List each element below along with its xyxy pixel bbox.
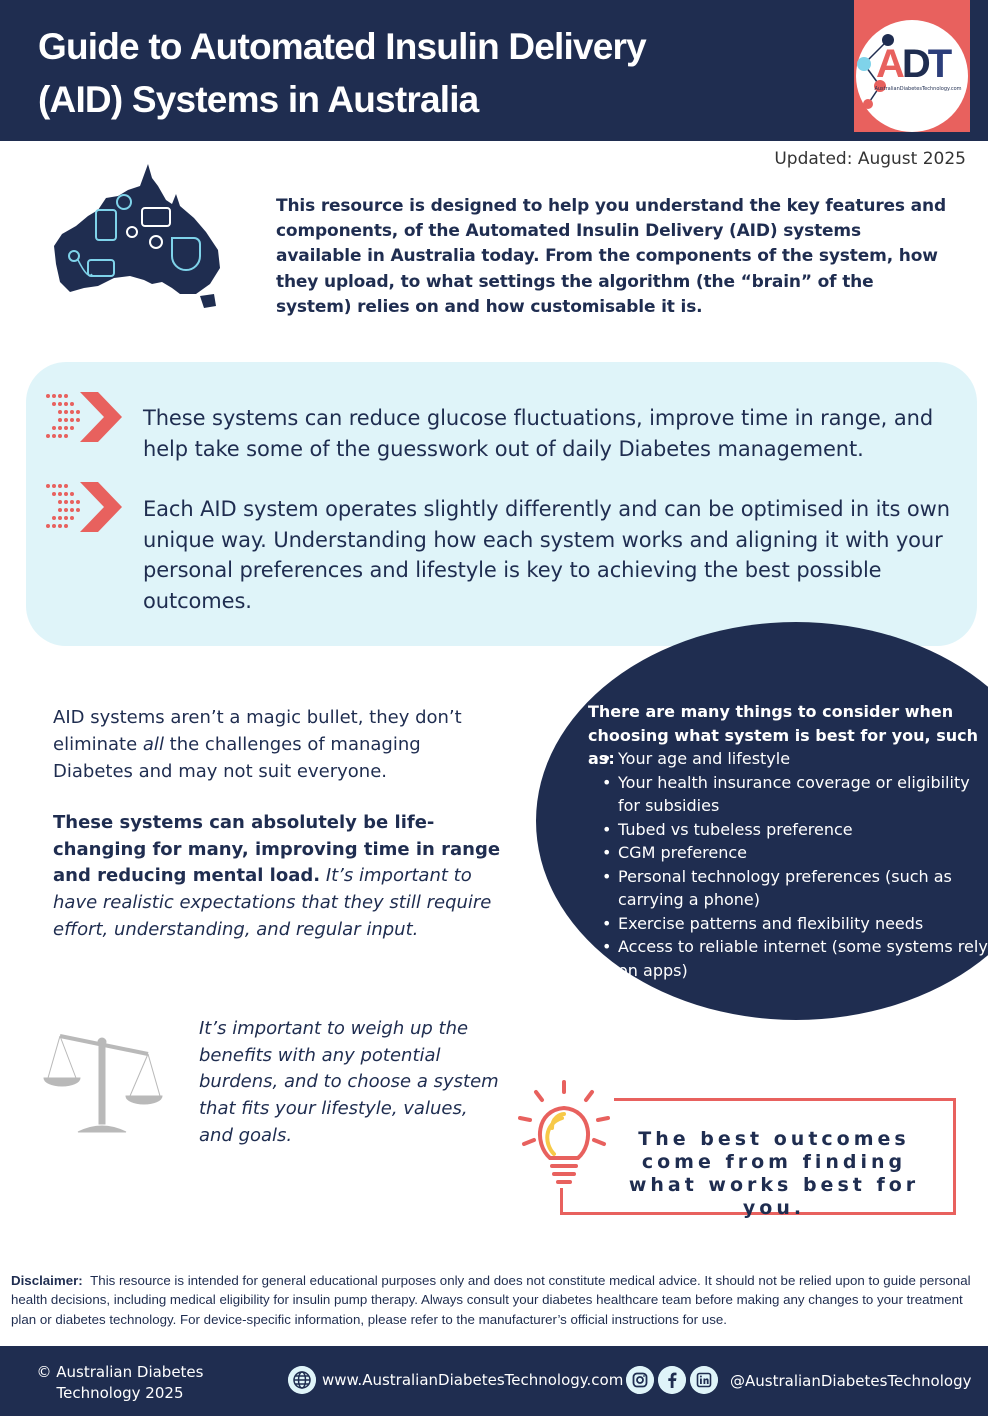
- outcome-message: The best outcomes come from finding what works best for you.: [628, 1128, 920, 1219]
- instagram-icon[interactable]: [626, 1366, 654, 1394]
- considerations-list: [602, 747, 988, 982]
- disclaimer: Disclaimer: This resource is intended for general educational purposes only and does not constitute medical advice. It should not be relied upon to guide personal health decisions, including medical eligibility for insulin pump therapy. Always consult your diabetes healthcare team before making any changes to your treatment plan or diabetes technology. For device-specific information, please refer to the manufacturer’s official instructions for use.: [11, 1273, 971, 1327]
- weigh-up-paragraph: It’s important to weigh up the benefits with any potential burdens, and to choose a system that fits your lifestyle, values, and goals.: [199, 1018, 499, 1146]
- list-item: • Personal technology preferences (such as carrying a phone): [602, 865, 988, 912]
- lightbulb-icon: [514, 1078, 614, 1188]
- list-item: • Your health insurance coverage or eligibility for subsidies: [602, 771, 988, 818]
- facebook-icon[interactable]: [658, 1366, 686, 1394]
- chevron-arrow-icon: [44, 390, 124, 444]
- chevron-arrow-icon: [44, 480, 124, 534]
- logo-text: ADT: [876, 42, 950, 86]
- copyright-text: © Australian Diabetes Technology 2025: [36, 1363, 204, 1402]
- list-item: • Your age and lifestyle: [602, 747, 988, 771]
- magic-bullet-paragraph: AID systems aren’t a magic bullet, they don’t eliminate all the challenges of managing Diabetes and may not suit everyone.: [53, 707, 462, 782]
- list-item: • CGM preference: [602, 841, 988, 865]
- header-banner: [0, 0, 988, 141]
- list-item: • Exercise patterns and flexibility needs: [602, 912, 988, 936]
- list-item: • Access to reliable internet (some systems rely on apps): [602, 935, 988, 982]
- balance-scales-icon: [40, 1028, 164, 1138]
- website-link[interactable]: www.AustralianDiabetesTechnology.com: [322, 1371, 624, 1389]
- linkedin-icon[interactable]: [690, 1366, 718, 1394]
- intro-paragraph: This resource is designed to help you understand the key features and components, of the Automated Insulin Delivery (AID) systems available in Australia today. From the components of the system, how they upload, to what settings the algorithm (the “brain” of the system) relies on and how customisable it is.: [276, 196, 946, 317]
- list-item: • Tubed vs tubeless preference: [602, 818, 988, 842]
- globe-icon[interactable]: [288, 1366, 316, 1394]
- updated-date: Updated: August 2025: [774, 149, 966, 169]
- social-handle[interactable]: @AustralianDiabetesTechnology: [730, 1372, 972, 1390]
- info-point-1: These systems can reduce glucose fluctuations, improve time in range, and help take some of the guesswork out of daily Diabetes management.: [143, 406, 934, 461]
- life-changing-paragraph: These systems can absolutely be life-changing for many, improving time in range and reducing mental load. It’s important to have realistic expectations that they still require effort, understanding, and regular input.: [53, 812, 501, 940]
- australia-devices-icon: [48, 160, 228, 310]
- considerations-heading: There are many things to consider when choosing what system is best for you, such as:: [588, 702, 978, 768]
- logo-subtext: AustralianDiabetesTechnology.com: [874, 86, 962, 92]
- footer-bar: [0, 1346, 988, 1416]
- page-title: Guide to Automated Insulin Delivery (AID) Systems in Australia: [38, 26, 646, 120]
- info-point-2: Each AID system operates slightly differently and can be optimised in its own unique way. Understanding how each system works and aligning it with your personal preferences and lifestyle is key to achieving the best possible outcomes.: [143, 497, 950, 613]
